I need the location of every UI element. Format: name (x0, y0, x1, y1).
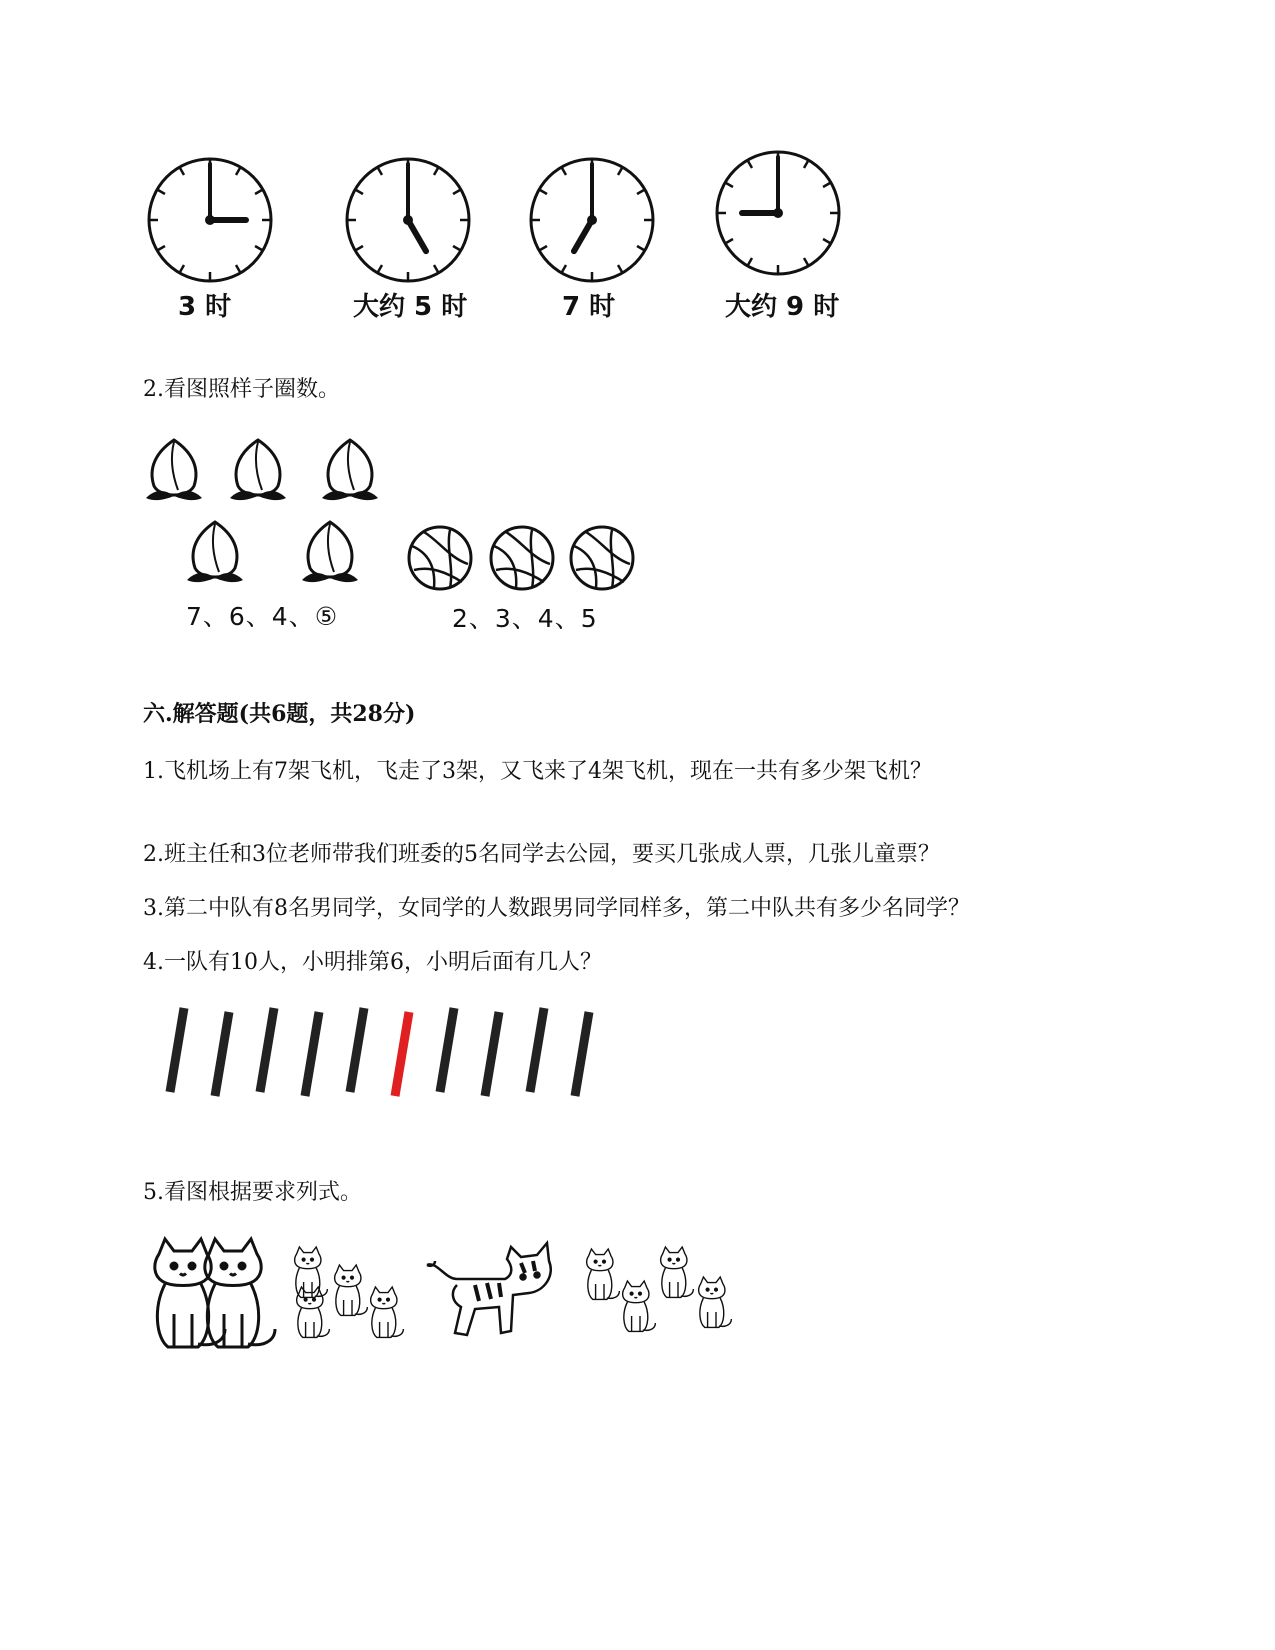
volleyball-group (402, 520, 642, 600)
clock-about-5 (338, 150, 478, 290)
kitten-icon (699, 1277, 732, 1327)
clock-label: 大约 9 时 (725, 292, 840, 322)
clock-center (205, 215, 215, 225)
queue-bar (215, 1012, 229, 1096)
peach-icon (230, 440, 286, 500)
volleyball-icon (409, 527, 471, 589)
kitten-icon (371, 1287, 404, 1337)
clock-center (587, 215, 597, 225)
problem-4: 4.一队有10人，小明排第6，小明后面有几人？ (143, 950, 602, 975)
section-title: 六.解答题(共6题，共28分) (143, 701, 416, 727)
clock-center (773, 208, 783, 218)
kitten-icon (335, 1265, 368, 1315)
cat-icon (205, 1239, 275, 1347)
queue-bar (170, 1008, 184, 1092)
queue-bar (575, 1012, 589, 1096)
queue-bar (440, 1008, 454, 1092)
problem-5: 5.看图根据要求列式。 (143, 1180, 362, 1205)
peach-group (140, 430, 400, 590)
queue-bar (530, 1008, 544, 1092)
clock-3 (140, 150, 280, 290)
kitten-icon (661, 1247, 694, 1297)
volleyball-icon (571, 527, 633, 589)
peach-count-options: 7、6、4、⑤ (186, 602, 339, 631)
clock-7 (522, 150, 662, 290)
problem-2: 2.班主任和3位老师带我们班委的5名同学去公园，要买几张成人票，几张儿童票？ (143, 842, 940, 867)
clock-about-9 (708, 143, 848, 283)
clock-label: 大约 5 时 (353, 292, 468, 322)
clock-center (403, 215, 413, 225)
striped-cat-icon (427, 1243, 551, 1335)
cats-illustration (145, 1235, 745, 1365)
cat-icon (155, 1239, 225, 1347)
clock-label: 3 时 (178, 292, 232, 322)
queue-bar (305, 1012, 319, 1096)
volleyball-icon (491, 527, 553, 589)
question-2-intro: 2.看图照样子圈数。 (143, 377, 340, 402)
peach-icon (146, 440, 202, 500)
queue-bar (485, 1012, 499, 1096)
problem-1: 1.飞机场上有7架飞机，飞走了3架，又飞来了4架飞机，现在一共有多少架飞机？ (143, 759, 932, 784)
ball-count-options: 2、3、4、5 (452, 604, 598, 633)
kitten-icon (587, 1249, 620, 1299)
queue-bar (395, 1012, 409, 1096)
kitten-icon (623, 1281, 656, 1331)
peach-icon (302, 522, 358, 582)
peach-icon (187, 522, 243, 582)
queue-bar (350, 1008, 364, 1092)
queue-bars (150, 1000, 610, 1115)
clock-label: 7 时 (562, 292, 616, 322)
problem-3: 3.第二中队有8名男同学，女同学的人数跟男同学同样多，第二中队共有多少名同学？ (143, 896, 970, 921)
peach-icon (322, 440, 378, 500)
queue-bar (260, 1008, 274, 1092)
